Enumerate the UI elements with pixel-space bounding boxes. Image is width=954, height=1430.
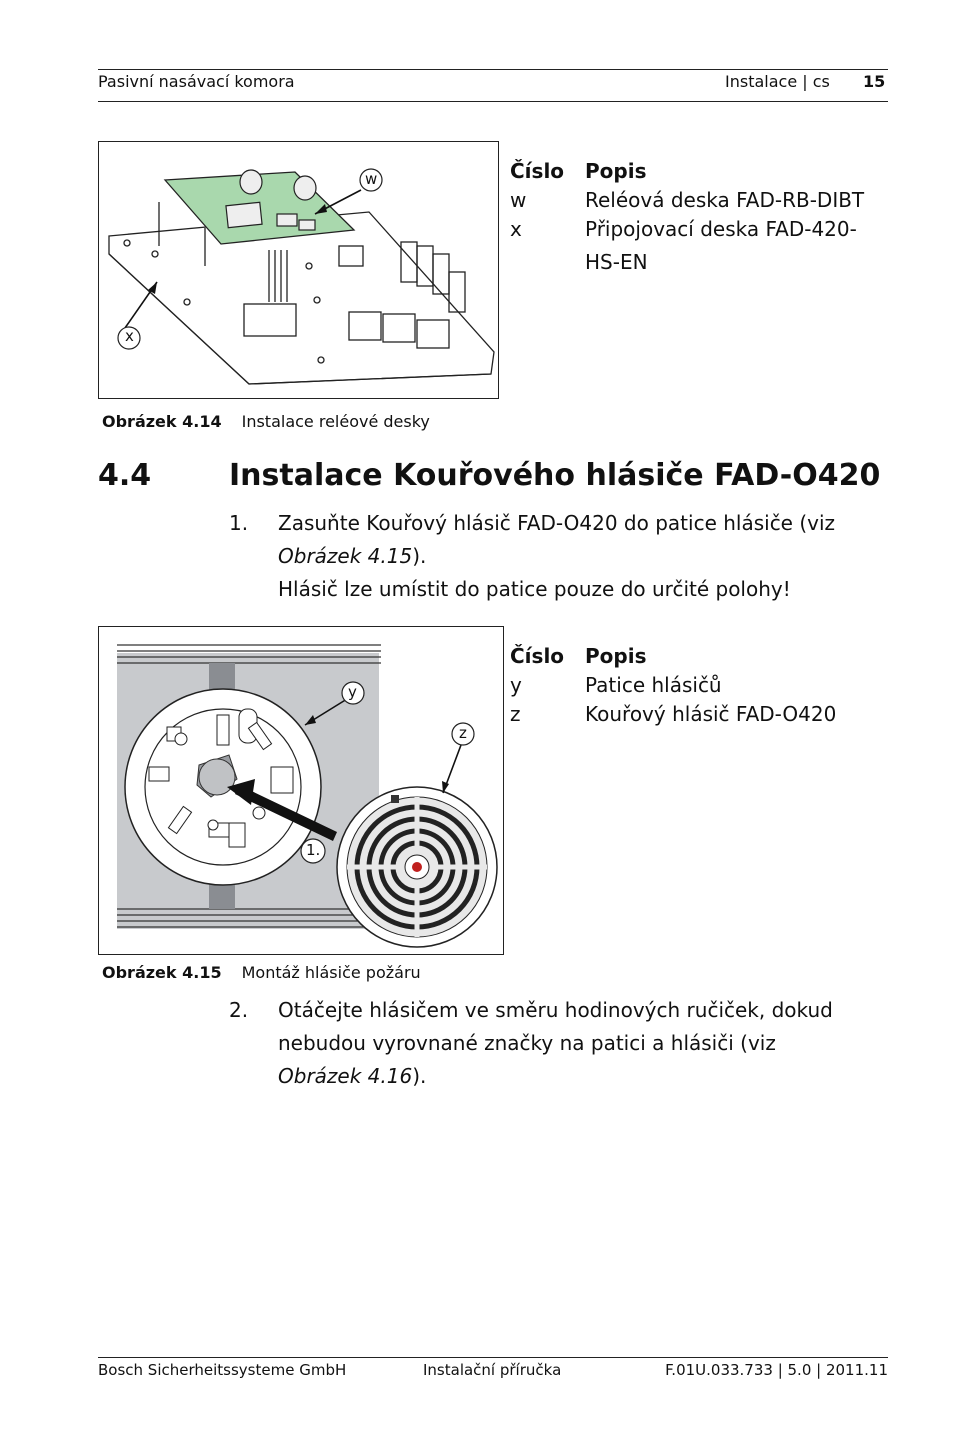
header-bottom-rule <box>98 101 888 102</box>
header-top-rule <box>98 69 888 70</box>
step-line: nebudou vyrovnané značky na patici a hlásiči (viz <box>278 1031 776 1055</box>
step-number: 1. <box>229 511 249 535</box>
relay-board-illustration <box>99 142 497 397</box>
step-text <box>278 507 868 606</box>
legend-row <box>510 700 885 729</box>
caption-text: Instalace reléové desky <box>241 412 430 431</box>
header-document-title: Pasivní nasávací komora <box>98 72 295 91</box>
step-line: Hlásič lze umístit do patice pouze do určité polohy! <box>278 577 791 601</box>
legend-key: w <box>510 188 527 212</box>
legend-row <box>510 671 885 700</box>
footer-manual-title: Instalační příručka <box>423 1361 562 1379</box>
footer-company: Bosch Sicherheitssysteme GmbH <box>98 1361 347 1379</box>
callout-w: w <box>365 170 378 188</box>
legend-col-number: Číslo <box>510 644 565 668</box>
figure-caption-2 <box>102 963 421 982</box>
legend-row-continuation <box>510 248 885 277</box>
step-line: Zasuňte Kouřový hlásič FAD-O420 do patice hlásiče (viz <box>278 511 836 535</box>
callout-y: y <box>348 683 357 701</box>
legend-row <box>510 186 885 215</box>
step-line: Otáčejte hlásičem ve směru hodinových ručiček, dokud <box>278 998 833 1022</box>
legend-desc: Patice hlásičů <box>585 673 722 697</box>
legend-key: y <box>510 673 522 697</box>
figure-caption-1 <box>102 412 430 431</box>
caption-label: Obrázek 4.14 <box>102 412 222 431</box>
figure-reference[interactable]: Obrázek 4.16 <box>278 1064 413 1088</box>
legend-desc: Kouřový hlásič FAD-O420 <box>585 702 837 726</box>
legend-table-2 <box>510 642 885 729</box>
caption-text: Montáž hlásiče požáru <box>241 963 421 982</box>
footer-document-id: F.01U.033.733 | 5.0 | 2011.11 <box>665 1361 888 1379</box>
section-number: 4.4 <box>98 458 152 493</box>
header-section: Instalace | cs <box>725 72 830 91</box>
step-line: Obrázek 4.16). <box>278 1064 427 1088</box>
legend-col-description: Popis <box>585 644 647 668</box>
legend-desc: Připojovací deska FAD-420- <box>585 217 857 241</box>
legend-desc: Reléová deska FAD-RB-DIBT <box>585 188 865 212</box>
footer-rule <box>98 1357 888 1358</box>
legend-key: z <box>510 702 521 726</box>
legend-desc-cont: HS-EN <box>585 250 648 274</box>
section-title: Instalace Kouřového hlásiče FAD-O420 <box>229 458 881 493</box>
figure-detector-mount <box>98 626 504 955</box>
legend-row <box>510 215 885 244</box>
caption-label: Obrázek 4.15 <box>102 963 222 982</box>
legend-table-1 <box>510 157 885 277</box>
legend-key: x <box>510 217 522 241</box>
legend-header-row <box>510 642 885 671</box>
step-line: Obrázek 4.15). <box>278 544 427 568</box>
figure-reference[interactable]: Obrázek 4.15 <box>278 544 413 568</box>
detector-mount-illustration <box>99 627 502 953</box>
callout-1: 1. <box>306 841 321 859</box>
legend-col-description: Popis <box>585 159 647 183</box>
page-number: 15 <box>863 72 886 91</box>
callout-z: z <box>459 724 467 742</box>
figure-relay-board <box>98 141 499 399</box>
callout-x: x <box>125 327 134 345</box>
legend-col-number: Číslo <box>510 159 565 183</box>
step-number: 2. <box>229 998 249 1022</box>
step-text <box>278 994 868 1093</box>
section-heading <box>98 458 880 493</box>
legend-header-row <box>510 157 885 186</box>
